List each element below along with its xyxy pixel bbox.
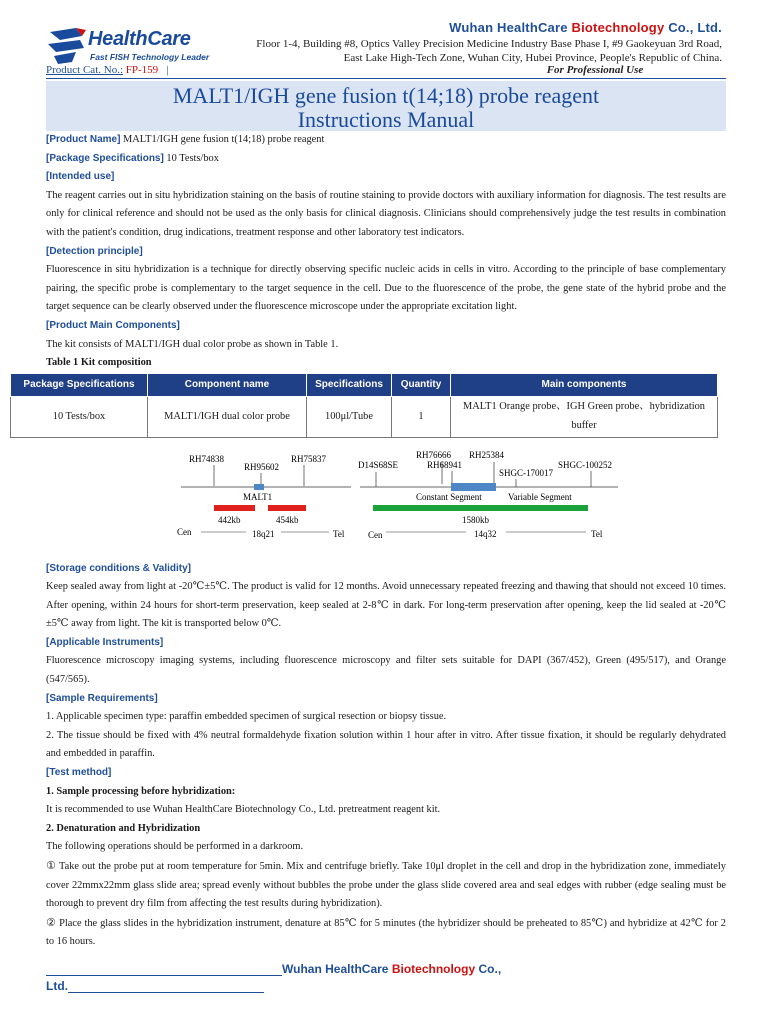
step-text: Place the glass slides in the hybridization instrument, denature at 85℃ for 5 minutes (the hybridizer should be preheated to 85℃) and hybridize at 42℃ for 2 to 16 hours. <box>46 917 726 948</box>
section-label: [Storage conditions & Validity] <box>46 562 192 574</box>
orange-probe-segment <box>214 505 255 511</box>
company-name <box>449 20 722 35</box>
package-value: 10 Tests/box <box>163 152 219 164</box>
marker-label: SHGC-100252 <box>558 459 613 470</box>
marker-label: RH74838 <box>189 453 225 464</box>
probe-diagram <box>46 438 726 560</box>
step-number: ① <box>46 859 57 872</box>
footer-line-2 <box>46 979 726 993</box>
healthcare-logo <box>46 26 210 66</box>
section-label: [Test method] <box>46 767 112 779</box>
components-text: The kit consists of MALT1/IGH dual color probe as shown in Table 1. <box>46 338 339 350</box>
company-prefix: Wuhan HealthCare <box>449 20 572 35</box>
professional-use-note: For Professional Use <box>546 64 644 76</box>
marker-label: SHGC-170017 <box>499 467 554 478</box>
sample-requirement-2: 2. The tissue should be fixed with 4% neutral formaldehyde fixation solution within 1 hour after in vitro. After tissue fixation, it should be regularly dehydrated and embedded in paraffin. <box>46 729 726 760</box>
table-header-cell: Quantity <box>392 373 451 397</box>
marker-label: RH68941 <box>427 459 463 470</box>
header-divider <box>46 78 726 79</box>
gene-segment <box>254 484 264 490</box>
method-step-title: 1. Sample processing before hybridization: <box>46 785 236 797</box>
cen-label: Cen <box>368 529 383 540</box>
constant-segment <box>451 483 496 491</box>
detection-principle-text: Fluorescence in situ hybridization is a technique for directly observing specific nucleic acids in cells in vitro. According to the principle of base complementary pairing, the specific probe is complementary to the target sequence in the cell. Due to the fluorescence of the probe, the gene state of the hybrid probe and the target sequence can be clearly observed under the fluorescence microscope under the appropriate excitation light. <box>46 264 726 313</box>
segment-size: 442kb <box>218 514 241 525</box>
green-probe-segment <box>373 505 588 511</box>
table-header-row <box>11 373 718 397</box>
section-label: [Product Main Components] <box>46 319 180 331</box>
catalog-label: Product Cat. No.: <box>46 64 123 76</box>
logo-tagline: Fast FISH Technology Leader <box>90 52 210 62</box>
storage-text: Keep sealed away from light at -20℃±5℃. The product is valid for 12 months. Avoid unnecessary repeated freezing and thawing that should not exceed 10 times. After opening, within 24 hours for short-term preservation, keep sealed at 2-8℃ in dark. For long-term preservation after opening, keep the lid sealed at -20℃±5℃ away from light. The kit is transported below 0℃. <box>46 581 726 630</box>
marker-label: RH75837 <box>291 453 327 464</box>
footer-company-highlight: Biotechnology <box>391 962 476 976</box>
table-cell: 10 Tests/box <box>11 397 148 437</box>
footer-rule <box>46 975 282 976</box>
section-label: [Package Specifications] <box>46 152 164 164</box>
document-body <box>23 131 726 952</box>
tel-label: Tel <box>333 528 345 539</box>
address-line-2: East Lake High-Tech Zone, Wuhan City, Hubei Province, People's Republic of China. <box>343 51 722 64</box>
probe-map <box>46 438 726 560</box>
company-highlight: Biotechnology <box>571 20 665 35</box>
method-step-title: 2. Denaturation and Hybridization <box>46 822 201 834</box>
table-cell: 100μl/Tube <box>307 397 392 437</box>
segment-label: Variable Segment <box>508 491 572 502</box>
section-label: [Sample Requirements] <box>46 692 158 704</box>
method-step-text: The following operations should be performed in a darkroom. <box>46 841 304 853</box>
section-label: [Applicable Instruments] <box>46 636 164 648</box>
section-label: [Intended use] <box>46 171 115 183</box>
gene-label: MALT1 <box>243 491 273 502</box>
method-step-text: It is recommended to use Wuhan HealthCare Biotechnology Co., Ltd. pretreatment reagent kit. <box>46 804 441 816</box>
address-line-1: Floor 1-4, Building #8, Optics Valley Precision Medicine Industry Base Phase I, #9 Gaokeyuan 3rd Road, <box>256 38 722 50</box>
step-text: Take out the probe put at room temperature for 5min. Mix and centrifuge briefly. Take 10μl droplet in the cell and drop in the hybridization zone, immediately cover 22mmx22mm glass slide area; spread evenly without bubbles the probe under the glass slide covered area and seal edges with rubber (edge sealing must be thorough to prevent dry film from affecting the test results during hybridization). <box>46 861 726 910</box>
footer-rule <box>68 992 264 993</box>
segment-size: 1580kb <box>462 514 489 525</box>
footer-line-1 <box>46 962 726 976</box>
catalog-value: FP-159 <box>125 64 159 76</box>
title-band <box>46 81 726 131</box>
marker-label: RH25384 <box>469 449 505 460</box>
instruments-text: Fluorescence microscopy imaging systems, including fluorescence microscopy and filter sets suitable for DAPI (367/452), Green (495/517), and Orange (547/565). <box>46 655 726 686</box>
cen-label: Cen <box>177 526 192 537</box>
table-row <box>11 397 718 437</box>
orange-probe-segment <box>268 505 306 511</box>
procedure-step <box>46 914 726 952</box>
table-header-cell: Main components <box>451 373 718 397</box>
logo-emblem-icon <box>46 26 88 66</box>
company-address <box>202 38 722 65</box>
procedure-step <box>46 857 726 914</box>
table-cell: MALT1/IGH dual color probe <box>148 397 307 437</box>
kit-composition-table <box>10 373 718 438</box>
page-header <box>0 0 770 80</box>
document-title: MALT1/IGH gene fusion t(14;18) probe reagent <box>172 83 600 108</box>
segment-label: Constant Segment <box>416 491 482 502</box>
marker-label: D14S68SE <box>358 459 399 470</box>
document-subtitle: Instructions Manual <box>297 107 475 132</box>
footer-company-suffix: Co., <box>475 962 502 976</box>
section-label: [Detection principle] <box>46 245 143 257</box>
product-name-value: MALT1/IGH gene fusion t(14;18) probe reagent <box>120 134 325 145</box>
marker-label: RH76666 <box>416 449 452 460</box>
catalog-number <box>46 64 169 76</box>
tel-label: Tel <box>591 528 603 539</box>
package-row <box>46 150 726 169</box>
band-label: 18q21 <box>252 528 275 539</box>
table-caption: Table 1 Kit composition <box>46 357 152 369</box>
band-label: 14q32 <box>474 528 497 539</box>
section-label: [Product Name] <box>46 134 121 145</box>
step-number: ② <box>46 915 57 929</box>
logo-name: HealthCare <box>88 28 191 50</box>
marker-label: RH95602 <box>244 461 280 472</box>
table-cell: 1 <box>392 397 451 437</box>
table-header-cell: Component name <box>148 373 307 397</box>
footer-company-prefix: Wuhan HealthCare <box>282 962 392 976</box>
company-suffix: Co., Ltd. <box>664 20 722 35</box>
catalog-separator: | <box>166 64 169 76</box>
segment-size: 454kb <box>276 514 299 525</box>
table-header-cell: Specifications <box>307 373 392 397</box>
product-name-row <box>46 131 726 150</box>
intended-use-text: The reagent carries out in situ hybridization staining on the basis of routine staining to provide doctors with auxiliary information for diagnosis. The test results are only for clinical reference and should not be used as the only basis for clinical diagnosis. Clinicians should comprehensively judge the test results in combination with the patient's condition, drug indications, treatment response and other laboratory test indicators. <box>46 189 726 238</box>
table-cell: MALT1 Orange probe、IGH Green probe、hybridization buffer <box>451 397 718 437</box>
page-footer <box>46 962 726 993</box>
table-header-cell: Package Specifications <box>11 373 148 397</box>
sample-requirement-1: 1. Applicable specimen type: paraffin embedded specimen of surgical resection or biopsy tissue. <box>46 711 447 723</box>
footer-company-end: Ltd. <box>46 979 68 993</box>
